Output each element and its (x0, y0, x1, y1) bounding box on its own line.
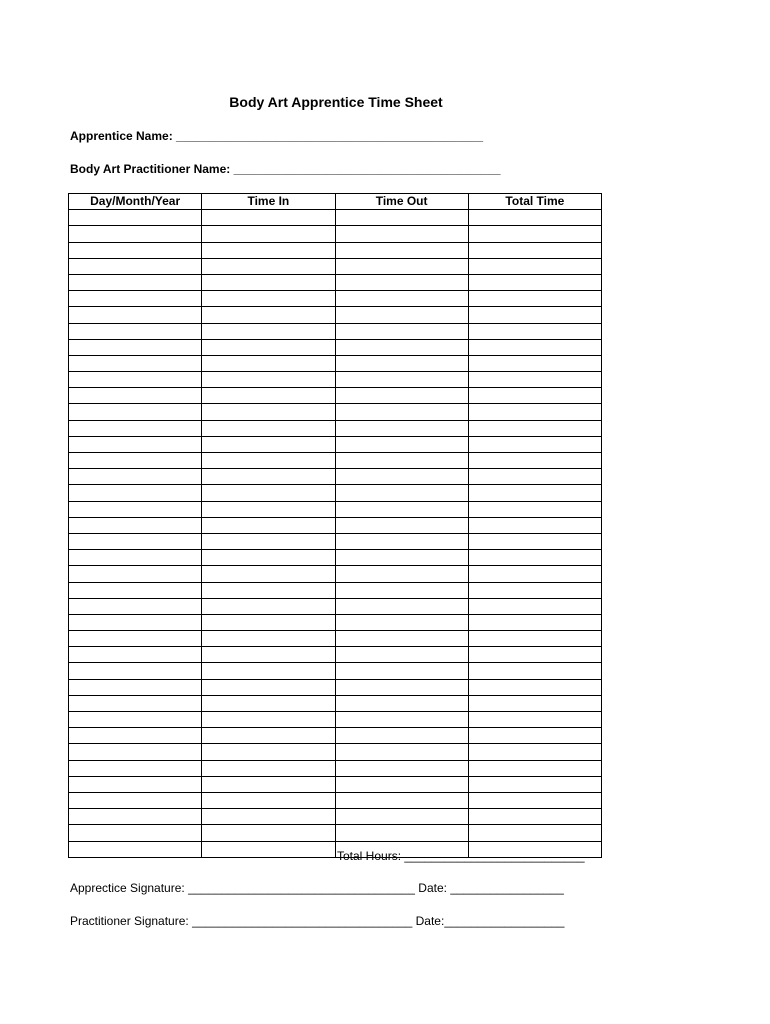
table-cell[interactable] (202, 436, 335, 452)
table-cell[interactable] (202, 760, 335, 776)
table-cell[interactable] (335, 242, 468, 258)
table-row (69, 469, 602, 485)
table-cell[interactable] (468, 647, 601, 663)
table-cell[interactable] (69, 744, 202, 760)
table-cell[interactable] (202, 274, 335, 290)
table-cell[interactable] (335, 420, 468, 436)
table-row (69, 226, 602, 242)
table-row (69, 695, 602, 711)
table-cell[interactable] (69, 469, 202, 485)
table-cell[interactable] (335, 582, 468, 598)
table-cell[interactable] (202, 388, 335, 404)
table-cell[interactable] (69, 679, 202, 695)
table-row (69, 436, 602, 452)
table-cell[interactable] (69, 323, 202, 339)
table-row (69, 825, 602, 841)
table-cell[interactable] (69, 339, 202, 355)
table-cell[interactable] (202, 712, 335, 728)
table-cell[interactable] (335, 355, 468, 371)
table-cell[interactable] (202, 307, 335, 323)
table-cell[interactable] (335, 679, 468, 695)
table-cell[interactable] (335, 372, 468, 388)
table-cell[interactable] (468, 485, 601, 501)
table-cell[interactable] (69, 647, 202, 663)
table-cell[interactable] (202, 242, 335, 258)
table-cell[interactable] (335, 598, 468, 614)
table-cell[interactable] (69, 776, 202, 792)
table-row (69, 420, 602, 436)
table-cell[interactable] (202, 485, 335, 501)
table-row (69, 776, 602, 792)
table-cell[interactable] (69, 728, 202, 744)
table-row (69, 647, 602, 663)
table-cell[interactable] (202, 792, 335, 808)
table-cell[interactable] (468, 776, 601, 792)
table-cell[interactable] (69, 533, 202, 549)
table-cell[interactable] (335, 695, 468, 711)
table-row (69, 598, 602, 614)
table-row (69, 566, 602, 582)
apprentice-name-line[interactable] (70, 129, 483, 143)
table-row (69, 679, 602, 695)
table-cell[interactable] (202, 404, 335, 420)
table-row (69, 485, 602, 501)
table-cell[interactable] (468, 355, 601, 371)
table-row (69, 388, 602, 404)
table-cell[interactable] (335, 809, 468, 825)
table-cell[interactable] (468, 663, 601, 679)
table-cell[interactable] (202, 339, 335, 355)
table-cell[interactable] (335, 566, 468, 582)
table-row (69, 582, 602, 598)
table-cell[interactable] (468, 339, 601, 355)
table-cell[interactable] (468, 291, 601, 307)
table-cell[interactable] (468, 323, 601, 339)
table-row (69, 744, 602, 760)
table-row (69, 372, 602, 388)
table-cell[interactable] (468, 404, 601, 420)
table-cell[interactable] (202, 809, 335, 825)
table-cell[interactable] (468, 792, 601, 808)
table-row (69, 760, 602, 776)
table-row (69, 210, 602, 226)
table-cell[interactable] (468, 372, 601, 388)
table-cell[interactable] (335, 469, 468, 485)
table-cell[interactable] (202, 355, 335, 371)
table-cell[interactable] (69, 258, 202, 274)
table-row (69, 663, 602, 679)
table-row (69, 614, 602, 630)
table-row (69, 242, 602, 258)
header-time-out: Time Out (335, 194, 468, 210)
practitioner-name-label: Body Art Practitioner Name: (70, 162, 231, 176)
table-cell[interactable] (202, 776, 335, 792)
table-cell[interactable] (69, 631, 202, 647)
table-cell[interactable] (202, 501, 335, 517)
header-time-in: Time In (202, 194, 335, 210)
table-cell[interactable] (468, 582, 601, 598)
table-cell[interactable] (202, 258, 335, 274)
table-cell[interactable] (202, 291, 335, 307)
table-cell[interactable] (69, 485, 202, 501)
table-cell[interactable] (335, 533, 468, 549)
table-cell[interactable] (335, 307, 468, 323)
table-cell[interactable] (468, 242, 601, 258)
table-cell[interactable] (468, 210, 601, 226)
table-cell[interactable] (69, 566, 202, 582)
table-cell[interactable] (202, 598, 335, 614)
table-cell[interactable] (335, 339, 468, 355)
table-row (69, 323, 602, 339)
table-cell[interactable] (468, 501, 601, 517)
header-total-time: Total Time (468, 194, 601, 210)
table-row (69, 631, 602, 647)
table-row (69, 517, 602, 533)
table-row (69, 809, 602, 825)
table-cell[interactable] (335, 712, 468, 728)
table-cell[interactable] (69, 841, 202, 857)
table-row (69, 728, 602, 744)
apprentice-name-field[interactable]: ______________________________________________ (172, 129, 484, 143)
table-cell[interactable] (202, 647, 335, 663)
table-cell[interactable] (335, 663, 468, 679)
table-cell[interactable] (202, 420, 335, 436)
table-cell[interactable] (468, 226, 601, 242)
table-cell[interactable] (468, 388, 601, 404)
table-cell[interactable] (202, 372, 335, 388)
table-cell[interactable] (335, 274, 468, 290)
table-cell[interactable] (335, 501, 468, 517)
table-cell[interactable] (335, 744, 468, 760)
table-cell[interactable] (69, 712, 202, 728)
table-cell[interactable] (335, 210, 468, 226)
table-cell[interactable] (468, 436, 601, 452)
table-cell[interactable] (69, 372, 202, 388)
table-cell[interactable] (468, 566, 601, 582)
table-cell[interactable] (468, 728, 601, 744)
table-cell[interactable] (335, 792, 468, 808)
table-cell[interactable] (202, 226, 335, 242)
table-cell[interactable] (335, 291, 468, 307)
table-cell[interactable] (468, 712, 601, 728)
table-cell[interactable] (69, 695, 202, 711)
table-cell[interactable] (202, 728, 335, 744)
table-cell[interactable] (468, 695, 601, 711)
table-row (69, 258, 602, 274)
table-cell[interactable] (69, 210, 202, 226)
table-cell[interactable] (335, 614, 468, 630)
table-row (69, 274, 602, 290)
apprentice-signature-field[interactable]: Apprectice Signature: __________________________________ Date: _________________ (70, 881, 564, 895)
table-cell[interactable] (335, 728, 468, 744)
table-cell[interactable] (202, 533, 335, 549)
table-cell[interactable] (335, 776, 468, 792)
header-day-month-year: Day/Month/Year (69, 194, 202, 210)
table-row (69, 501, 602, 517)
table-cell[interactable] (335, 647, 468, 663)
table-cell[interactable] (468, 533, 601, 549)
table-row (69, 792, 602, 808)
table-cell[interactable] (202, 469, 335, 485)
table-cell[interactable] (69, 436, 202, 452)
time-sheet-body (69, 210, 602, 858)
table-cell[interactable] (69, 582, 202, 598)
table-cell[interactable] (335, 258, 468, 274)
table-cell[interactable] (202, 663, 335, 679)
table-cell[interactable] (468, 598, 601, 614)
table-cell[interactable] (69, 614, 202, 630)
table-cell[interactable] (202, 582, 335, 598)
table-cell[interactable] (335, 436, 468, 452)
table-cell[interactable] (335, 485, 468, 501)
table-cell[interactable] (202, 631, 335, 647)
table-cell[interactable] (69, 242, 202, 258)
table-cell[interactable] (468, 469, 601, 485)
table-cell[interactable] (69, 453, 202, 469)
practitioner-name-field[interactable]: ________________________________________ (230, 162, 501, 176)
table-cell[interactable] (335, 550, 468, 566)
table-cell[interactable] (202, 614, 335, 630)
page-title: Body Art Apprentice Time Sheet (229, 94, 443, 110)
table-cell[interactable] (202, 744, 335, 760)
table-cell[interactable] (335, 404, 468, 420)
table-cell[interactable] (69, 291, 202, 307)
table-cell[interactable] (202, 210, 335, 226)
table-cell[interactable] (468, 614, 601, 630)
table-cell[interactable] (202, 695, 335, 711)
table-cell[interactable] (202, 550, 335, 566)
table-cell[interactable] (69, 792, 202, 808)
table-row (69, 339, 602, 355)
table-row (69, 453, 602, 469)
table-cell[interactable] (69, 274, 202, 290)
table-cell[interactable] (468, 453, 601, 469)
table-cell[interactable] (335, 825, 468, 841)
table-cell[interactable] (202, 453, 335, 469)
table-cell[interactable] (202, 566, 335, 582)
table-cell[interactable] (202, 825, 335, 841)
table-cell[interactable] (468, 825, 601, 841)
practitioner-name-line[interactable] (70, 162, 501, 176)
table-cell[interactable] (69, 550, 202, 566)
table-row (69, 533, 602, 549)
table-cell[interactable] (335, 631, 468, 647)
table-row (69, 550, 602, 566)
table-cell[interactable] (468, 307, 601, 323)
table-cell[interactable] (335, 517, 468, 533)
table-cell[interactable] (468, 679, 601, 695)
table-cell[interactable] (69, 404, 202, 420)
time-sheet-table (68, 193, 602, 858)
table-row (69, 355, 602, 371)
table-cell[interactable] (468, 258, 601, 274)
table-cell[interactable] (468, 274, 601, 290)
table-cell[interactable] (69, 501, 202, 517)
table-cell[interactable] (468, 744, 601, 760)
practitioner-signature-field[interactable]: Practitioner Signature: _________________________________ Date:__________________ (70, 914, 565, 928)
table-cell[interactable] (468, 420, 601, 436)
table-cell[interactable] (468, 517, 601, 533)
table-cell[interactable] (69, 825, 202, 841)
table-cell[interactable] (468, 631, 601, 647)
table-cell[interactable] (69, 388, 202, 404)
table-cell[interactable] (69, 226, 202, 242)
table-cell[interactable] (69, 420, 202, 436)
table-cell[interactable] (335, 453, 468, 469)
table-cell[interactable] (202, 679, 335, 695)
table-cell[interactable] (468, 760, 601, 776)
table-cell[interactable] (468, 809, 601, 825)
table-cell[interactable] (468, 550, 601, 566)
table-header-row (69, 194, 602, 210)
total-hours-field[interactable]: Total Hours: ___________________________ (337, 849, 585, 863)
table-cell[interactable] (69, 663, 202, 679)
table-row (69, 404, 602, 420)
table-cell[interactable] (69, 809, 202, 825)
table-cell[interactable] (202, 841, 335, 857)
table-row (69, 291, 602, 307)
table-cell[interactable] (335, 388, 468, 404)
table-cell[interactable] (69, 355, 202, 371)
table-row (69, 307, 602, 323)
table-cell[interactable] (69, 598, 202, 614)
table-cell[interactable] (335, 323, 468, 339)
table-cell[interactable] (335, 760, 468, 776)
table-cell[interactable] (202, 517, 335, 533)
table-cell[interactable] (335, 226, 468, 242)
apprentice-name-label: Apprentice Name: (70, 129, 173, 143)
table-cell[interactable] (202, 323, 335, 339)
table-cell[interactable] (69, 760, 202, 776)
table-cell[interactable] (69, 517, 202, 533)
table-row (69, 712, 602, 728)
table-cell[interactable] (69, 307, 202, 323)
